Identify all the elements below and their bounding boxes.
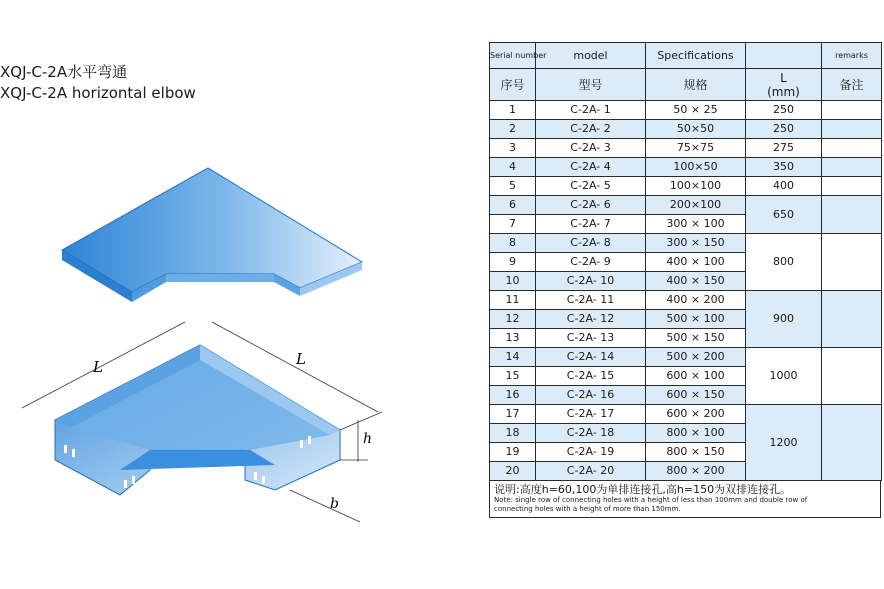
cell-no: 3: [490, 139, 536, 158]
cell-no: 18: [490, 424, 536, 443]
cell-L-group: 650: [746, 196, 822, 234]
cell-remarks: [822, 291, 882, 348]
dim-L-right: L: [296, 350, 306, 368]
table-row: [490, 291, 882, 310]
cell-spec: 200×100: [646, 196, 746, 215]
cell-model: C-2A- 12: [536, 310, 646, 329]
cell-remarks: [822, 405, 882, 481]
cell-spec: 600 × 200: [646, 405, 746, 424]
product-title: [0, 62, 196, 104]
cell-no: 5: [490, 177, 536, 196]
cell-no: 17: [490, 405, 536, 424]
table-header-cn: [490, 69, 882, 101]
cell-L: 400: [746, 177, 822, 196]
cell-no: 19: [490, 443, 536, 462]
cell-spec: 800 × 200: [646, 462, 746, 481]
cell-model: C-2A- 5: [536, 177, 646, 196]
spec-table-container: [489, 42, 881, 518]
cell-no: 10: [490, 272, 536, 291]
dim-L-left: L: [93, 358, 103, 376]
note-cn: 说明:高度h=60,100为单排连接孔,高h=150为双排连接孔。: [494, 483, 792, 496]
cell-spec: 500 × 200: [646, 348, 746, 367]
cell-remarks: [822, 348, 882, 405]
elbow-drawing: [0, 150, 400, 540]
cell-model: C-2A- 7: [536, 215, 646, 234]
header-L-cn: [746, 69, 822, 101]
cell-spec: 400 × 150: [646, 272, 746, 291]
cell-no: 13: [490, 329, 536, 348]
cell-no: 2: [490, 120, 536, 139]
cell-model: C-2A- 17: [536, 405, 646, 424]
table-row: [490, 101, 882, 120]
title-en: XQJ-C-2A horizontal elbow: [0, 84, 196, 102]
cell-spec: 100×50: [646, 158, 746, 177]
header-serial-cn: 序号: [490, 69, 536, 101]
note-en-line1: Note: single row of connecting holes with a height of less than 100mm and double row of: [494, 496, 808, 504]
cell-spec: 500 × 100: [646, 310, 746, 329]
cell-model: C-2A- 20: [536, 462, 646, 481]
cell-no: 6: [490, 196, 536, 215]
cell-model: C-2A- 19: [536, 443, 646, 462]
cell-spec: 400 × 200: [646, 291, 746, 310]
cell-spec: 800 × 100: [646, 424, 746, 443]
cell-remarks: [822, 101, 882, 120]
cell-model: C-2A- 6: [536, 196, 646, 215]
cell-spec: 75×75: [646, 139, 746, 158]
cell-L-group: 800: [746, 234, 822, 291]
cell-L: 250: [746, 101, 822, 120]
cell-model: C-2A- 13: [536, 329, 646, 348]
header-remarks-en: remarks: [822, 43, 882, 69]
cell-L-group: 1200: [746, 405, 822, 481]
header-serial-en: Serial number: [490, 43, 536, 69]
cell-model: C-2A- 2: [536, 120, 646, 139]
cell-remarks: [822, 139, 882, 158]
header-model-cn: 型号: [536, 69, 646, 101]
cell-spec: 400 × 100: [646, 253, 746, 272]
cell-spec: 600 × 150: [646, 386, 746, 405]
table-row: [490, 348, 882, 367]
header-L-letter: L: [780, 70, 787, 85]
cell-spec: 100×100: [646, 177, 746, 196]
cell-L: 275: [746, 139, 822, 158]
table-row: [490, 139, 882, 158]
cell-spec: 500 × 150: [646, 329, 746, 348]
cell-L: 350: [746, 158, 822, 177]
cell-L: 250: [746, 120, 822, 139]
cell-remarks: [822, 177, 882, 196]
table-note: [489, 481, 881, 518]
cell-spec: 600 × 100: [646, 367, 746, 386]
cell-no: 12: [490, 310, 536, 329]
cell-no: 20: [490, 462, 536, 481]
header-model-en: model: [536, 43, 646, 69]
cell-no: 15: [490, 367, 536, 386]
cell-model: C-2A- 9: [536, 253, 646, 272]
cell-no: 16: [490, 386, 536, 405]
header-L-unit: (mm): [767, 84, 800, 99]
cell-no: 11: [490, 291, 536, 310]
cell-remarks: [822, 234, 882, 291]
dim-b: b: [330, 496, 339, 512]
table-header-en: [490, 43, 882, 69]
cell-L-group: 900: [746, 291, 822, 348]
table-row: [490, 158, 882, 177]
title-cn: XQJ-C-2A水平弯通: [0, 63, 128, 81]
cell-model: C-2A- 8: [536, 234, 646, 253]
cell-spec: 300 × 100: [646, 215, 746, 234]
cell-no: 4: [490, 158, 536, 177]
cell-model: C-2A- 14: [536, 348, 646, 367]
cell-model: C-2A- 16: [536, 386, 646, 405]
dim-h: h: [363, 431, 373, 447]
cell-no: 7: [490, 215, 536, 234]
cell-L-group: 1000: [746, 348, 822, 405]
cell-model: C-2A- 4: [536, 158, 646, 177]
cell-remarks: [822, 158, 882, 177]
header-spec-cn: 规格: [646, 69, 746, 101]
cell-no: 8: [490, 234, 536, 253]
cell-model: C-2A- 10: [536, 272, 646, 291]
table-row: [490, 120, 882, 139]
cell-model: C-2A- 1: [536, 101, 646, 120]
cover-drawing: [62, 168, 362, 302]
table-row: [490, 405, 882, 424]
cell-spec: 300 × 150: [646, 234, 746, 253]
cell-model: C-2A- 11: [536, 291, 646, 310]
cell-spec: 800 × 150: [646, 443, 746, 462]
cell-remarks: [822, 196, 882, 234]
cell-model: C-2A- 15: [536, 367, 646, 386]
header-spec-en: Specifications: [646, 43, 746, 69]
spec-table: [489, 42, 882, 481]
cell-remarks: [822, 120, 882, 139]
note-en-line2: connecting holes with a height of more than 150mm.: [494, 505, 681, 513]
cell-spec: 50×50: [646, 120, 746, 139]
header-remarks-cn: 备注: [822, 69, 882, 101]
table-row: [490, 196, 882, 215]
cell-no: 14: [490, 348, 536, 367]
cell-no: 9: [490, 253, 536, 272]
table-row: [490, 234, 882, 253]
cell-model: C-2A- 18: [536, 424, 646, 443]
cell-model: C-2A- 3: [536, 139, 646, 158]
table-row: [490, 177, 882, 196]
header-L-en: [746, 43, 822, 69]
cell-no: 1: [490, 101, 536, 120]
cell-spec: 50 × 25: [646, 101, 746, 120]
